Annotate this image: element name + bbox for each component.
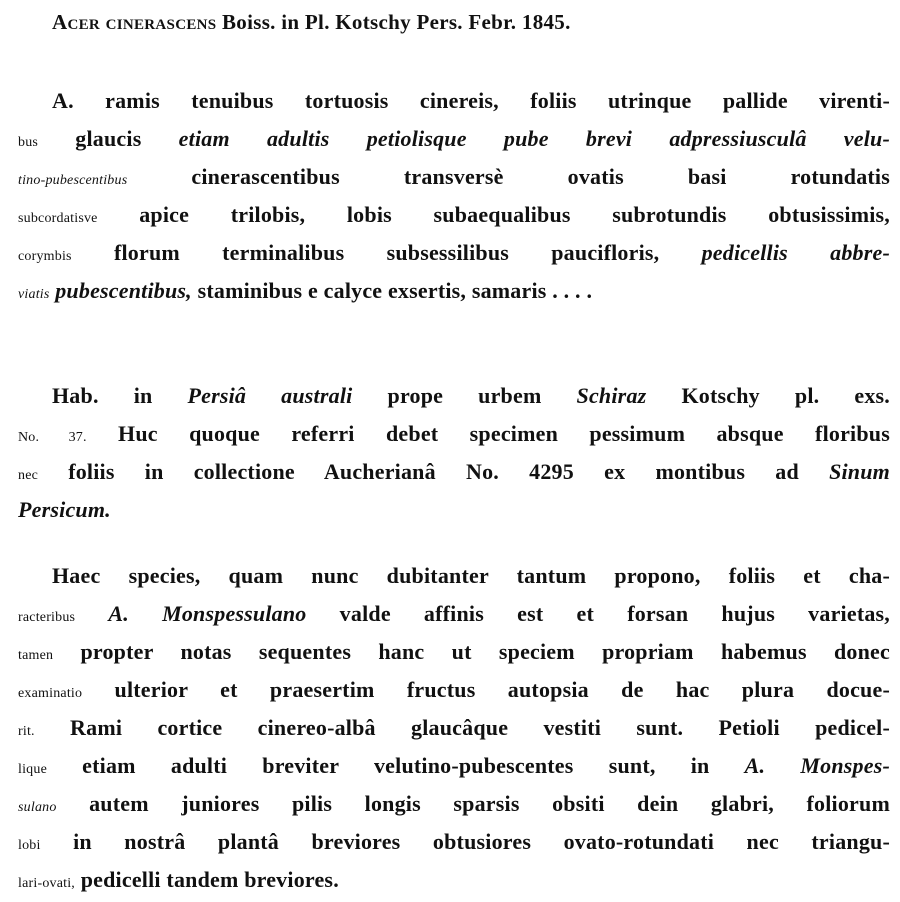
text-segment: A. ramis tenuibus tortuosis cinereis, foliis utrinque pallide virenti- (52, 88, 890, 113)
text-segment: tamen (18, 648, 54, 663)
italic-text: pubescentibus, (55, 278, 192, 303)
text-segment (75, 601, 108, 626)
text-line (18, 601, 890, 631)
text-segment: glaucis (38, 126, 179, 151)
text-segment: cinerascentibus transversè ovatis basi rotundatis (127, 164, 890, 189)
text-line (18, 421, 890, 451)
text-segment: lique (18, 762, 47, 777)
text-line (52, 88, 890, 114)
text-line (18, 202, 890, 232)
text-line (52, 563, 890, 589)
text-segment: racteribus (18, 610, 76, 625)
text-line (18, 497, 890, 523)
text-segment: corymbis (18, 249, 72, 264)
text-segment: Kotschy pl. exs. (646, 383, 891, 408)
text-segment: pedicelli tandem breviores. (75, 867, 339, 892)
text-line (18, 639, 890, 669)
text-line (18, 164, 890, 194)
text-line (18, 240, 890, 270)
italic-text: pedicellis abbre- (701, 240, 890, 265)
text-segment: autem juniores pilis longis sparsis obsiti dein glabri, foliorum (56, 791, 890, 816)
text-line (18, 278, 890, 308)
italic-text: Persiâ australi (187, 383, 353, 408)
text-line (18, 459, 890, 489)
text-line (52, 383, 890, 409)
text-segment: Hab. in (52, 383, 188, 408)
text-segment: propter notas sequentes hanc ut speciem propriam habemus donec (53, 639, 890, 664)
page-heading (52, 10, 571, 35)
italic-text: A. Monspes- (744, 753, 890, 778)
text-line (18, 677, 890, 707)
italic-text: A. Monspessulano (108, 601, 307, 626)
text-segment: nec (18, 468, 39, 483)
text-segment: No. 37. (18, 430, 87, 445)
species-name: Acer cinerascens (52, 10, 217, 34)
text-segment: lari-ovati, (18, 876, 76, 891)
text-segment: rit. (18, 724, 35, 739)
text-segment: lobi (18, 838, 41, 853)
italic-text: sulano (18, 800, 57, 815)
text-segment: bus (18, 135, 39, 150)
text-segment: etiam adulti breviter velutino-pubescentes sunt, in (47, 753, 745, 778)
text-segment: Huc quoque referri debet specimen pessimum absque floribus (86, 421, 890, 446)
text-segment: ulterior et praesertim fructus autopsia de hac plura docue- (82, 677, 890, 702)
text-segment: examinatio (18, 686, 83, 701)
text-segment: in nostrâ plantâ breviores obtusiores ovato-rotundati nec triangu- (40, 829, 890, 854)
italic-text: viatis (18, 287, 50, 302)
text-line (18, 829, 890, 859)
text-line (18, 791, 890, 821)
text-segment: subcordatisve (18, 211, 98, 226)
italic-text: Persicum. (18, 497, 111, 522)
text-segment: prope urbem (352, 383, 577, 408)
italic-text: Sinum (829, 459, 890, 484)
text-line (18, 867, 890, 897)
text-line (18, 126, 890, 156)
italic-text: Schiraz (576, 383, 647, 408)
text-segment: apice trilobis, lobis subaequalibus subrotundis obtusissimis, (97, 202, 890, 227)
text-segment: Rami cortice cinereo-albâ glaucâque vestiti sunt. Petioli pedicel- (34, 715, 890, 740)
text-segment: valde affinis est et forsan hujus varietas, (306, 601, 891, 626)
text-line (18, 715, 890, 745)
text-segment: foliis in collectione Aucherianâ No. 4295 ex montibus ad (38, 459, 830, 484)
text-segment: florum terminalibus subsessilibus paucifloris, (71, 240, 702, 265)
text-line (18, 753, 890, 783)
italic-text: tino-pubescentibus (18, 173, 128, 188)
text-segment: Haec species, quam nunc dubitanter tantum propono, foliis et cha- (52, 563, 890, 588)
text-segment: staminibus e calyce exsertis, samaris . . . . (191, 278, 593, 303)
italic-text: etiam adultis petiolisque pube brevi adpressiusculâ velu- (178, 126, 890, 151)
citation: Boiss. in Pl. Kotschy Pers. Febr. 1845. (221, 10, 571, 34)
